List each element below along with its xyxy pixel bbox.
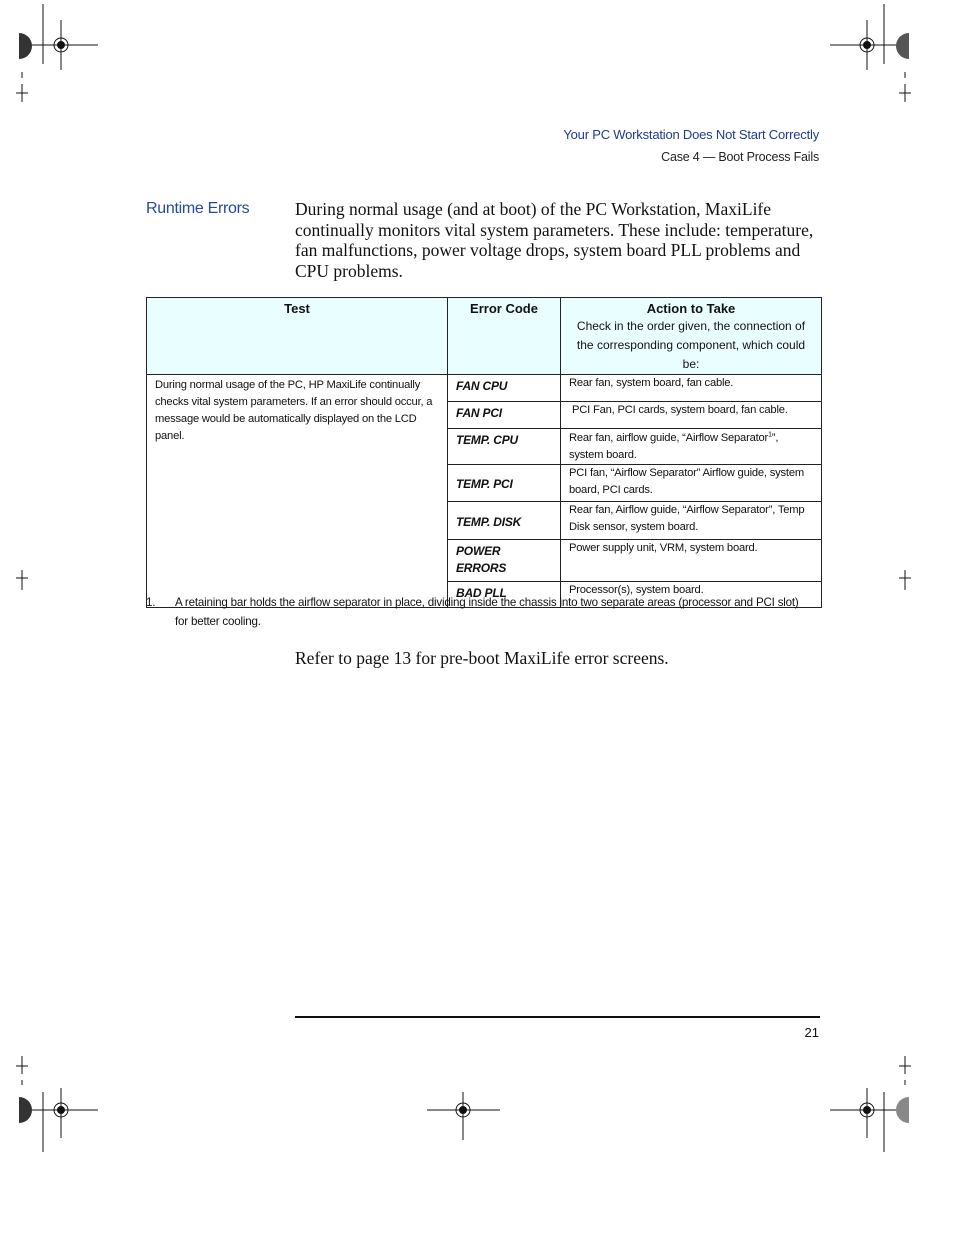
error-code — [448, 402, 561, 429]
section-heading: Runtime Errors — [146, 200, 250, 217]
table-header-row — [147, 298, 822, 375]
error-code — [448, 502, 561, 540]
error-code-text: TEMP. PCI — [456, 477, 513, 491]
error-code — [448, 375, 561, 402]
header-action-note: Check in the order given, the connection of the corresponding component, which could be: — [576, 319, 806, 371]
action-cell: Rear fan, Airflow guide, “Airflow Separator”, Temp Disk sensor, system board. — [561, 502, 822, 540]
test-description: During normal usage of the PC, HP MaxiLife continually checks vital system parameters. If an error should occur, a message would be automatically displayed on the LCD panel. — [147, 375, 448, 608]
intro-paragraph: During normal usage (and at boot) of the PC Workstation, MaxiLife continually monitors vital system parameters. These include: temperature, fan malfunctions, power voltage drops, system board PLL problems and CPU problems. — [295, 199, 814, 281]
footnote-ref: 1 — [768, 431, 772, 439]
footer-rule — [295, 1016, 820, 1018]
error-code-text: BAD PLL — [456, 586, 507, 600]
footnote-number: 1. — [146, 596, 156, 609]
footnote-text: A retaining bar holds the airflow separator in place, dividing inside the chassis into two separate areas (processor and PCI slot) for better cooling. — [175, 596, 799, 628]
action-text: ”, system board. — [569, 432, 779, 461]
refer-text: Refer to page 13 for pre-boot MaxiLife error screens. — [295, 648, 669, 668]
header-action-title: Action to Take — [646, 301, 736, 316]
error-code-text: FAN PCI — [456, 406, 502, 420]
error-code-line: ERRORS — [456, 561, 507, 575]
header-action — [561, 298, 822, 375]
error-code-text: TEMP. DISK — [456, 514, 522, 529]
running-header-subtitle: Case 4 — Boot Process Fails — [661, 150, 819, 164]
action-cell: PCI fan, “Airflow Separator” Airflow guide, system board, PCI cards. — [561, 465, 822, 502]
header-test: Test — [147, 298, 448, 375]
error-code-line: POWER — [456, 544, 501, 558]
page-number: 21 — [804, 1025, 819, 1040]
action-text: Rear fan, airflow guide, “Airflow Separator — [569, 432, 769, 444]
runtime-errors-table — [146, 297, 822, 608]
action-cell: Rear fan, system board, fan cable. — [561, 375, 822, 402]
error-code-text: TEMP. CPU — [456, 433, 518, 447]
running-header-title: Your PC Workstation Does Not Start Correctly — [563, 127, 819, 142]
header-error-code: Error Code — [448, 298, 561, 375]
action-cell: Power supply unit, VRM, system board. — [561, 540, 822, 582]
error-code-text: FAN CPU — [456, 379, 508, 393]
action-cell — [561, 429, 822, 465]
table-row — [147, 375, 822, 402]
error-code — [448, 465, 561, 502]
error-code — [448, 540, 561, 582]
action-cell: Processor(s), system board. — [561, 582, 822, 608]
footnote — [146, 593, 822, 631]
action-cell: PCI Fan, PCI cards, system board, fan cable. — [561, 402, 822, 429]
error-code — [448, 429, 561, 465]
